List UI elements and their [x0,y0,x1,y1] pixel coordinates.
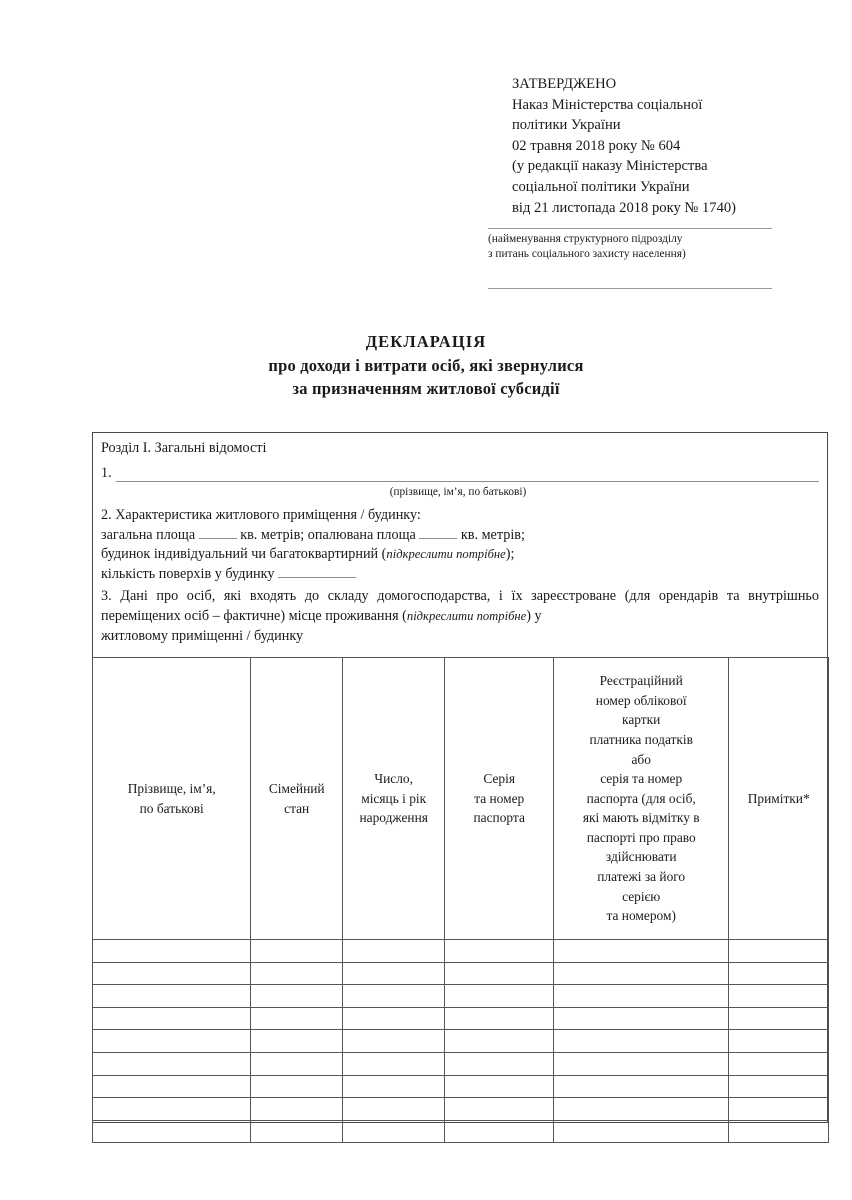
page-title-line-3: за призначенням житлової субсидії [292,379,560,398]
table-row [93,1030,829,1053]
table-cell[interactable] [93,1007,251,1030]
table-cell[interactable] [93,962,251,985]
table-cell[interactable] [251,1120,343,1143]
table-cell[interactable] [554,962,729,985]
approval-caption-line-1: (найменування структурного підрозділу [488,233,683,245]
house-type-label-end: ); [505,546,515,563]
table-cell[interactable] [93,940,251,963]
table-cell[interactable] [554,1098,729,1121]
floors-count-label: кількість поверхів у будинку [101,565,275,582]
table-cell[interactable] [445,1075,554,1098]
item-2-housing-characteristics [101,506,819,584]
table-cell[interactable] [729,1007,829,1030]
table-cell[interactable] [93,1030,251,1053]
column-header-passport: Серія та номер паспорта [445,658,554,940]
section-one-body [93,433,827,646]
table-cell[interactable] [445,1007,554,1030]
table-cell[interactable] [93,1120,251,1143]
item-3-text-part-1: 3. Дані про осіб, які входять до складу домогосподарства, і їх зареєстроване (для орендарів та внутрішньо переміщених осіб – фактичне) місце проживання ( [101,588,819,625]
table-row [93,1098,829,1121]
item-2-area-line [101,526,819,546]
table-cell[interactable] [729,1075,829,1098]
section-one-box [92,432,828,1123]
table-cell[interactable] [251,1030,343,1053]
column-header-tax-number: Реєстраційний номер облікової картки платника податків або серія та номер паспорта (для осіб, які мають відмітку в паспорті про право здійснювати платежі за його серією та номером) [554,658,729,940]
table-cell[interactable] [554,985,729,1008]
page-title-line-2: про доходи і витрати осіб, які звернулися [268,355,584,375]
table-cell[interactable] [729,962,829,985]
table-cell[interactable] [343,940,445,963]
approval-caption-line-2: з питань соціального захисту населення) [488,248,686,261]
approval-line-5: (у редакції наказу Міністерства [512,158,708,175]
table-cell[interactable] [729,985,829,1008]
heated-area-unit: кв. метрів; [460,526,525,543]
table-cell[interactable] [251,1098,343,1121]
table-cell[interactable] [251,940,343,963]
field-full-name-number: 1. [101,465,112,481]
approval-line-6: соціальної політики України [512,178,690,195]
table-cell[interactable] [554,1120,729,1143]
table-row [93,940,829,963]
section-one-heading: Розділ I. Загальні відомості [101,440,267,456]
item-2-house-type-line [101,545,819,565]
total-area-label: загальна площа [101,526,196,543]
item-2-floors-line [101,565,819,585]
field-full-name-input[interactable] [116,467,819,482]
approval-caption [488,232,778,263]
column-header-full-name: Прізвище, ім’я, по батькові [93,658,251,940]
table-cell[interactable] [554,1052,729,1075]
field-full-name-caption: (прізвище, ім’я, по батькові) [389,486,527,498]
table-row [93,985,829,1008]
total-area-input[interactable] [199,538,237,539]
item-3-hint: підкреслити потрібне [406,609,527,624]
table-cell[interactable] [251,985,343,1008]
table-cell[interactable] [251,1052,343,1075]
heated-area-input[interactable] [419,538,457,539]
table-cell[interactable] [93,985,251,1008]
table-cell[interactable] [445,985,554,1008]
approval-line-3: політики України [512,117,621,134]
table-header-row [93,658,829,940]
approval-signature-rule-top [488,228,772,229]
column-header-marital-status: Сімейний стан [251,658,343,940]
table-cell[interactable] [343,985,445,1008]
floors-count-input[interactable] [278,577,356,578]
table-cell[interactable] [729,1120,829,1143]
table-cell[interactable] [343,1030,445,1053]
table-cell[interactable] [445,962,554,985]
table-cell[interactable] [251,962,343,985]
table-cell[interactable] [554,1007,729,1030]
table-cell[interactable] [251,1007,343,1030]
table-cell[interactable] [445,940,554,963]
page-title [0,330,852,401]
table-body [93,940,829,1143]
table-cell[interactable] [729,1030,829,1053]
table-cell[interactable] [729,940,829,963]
table-cell[interactable] [729,1052,829,1075]
table-cell[interactable] [343,1075,445,1098]
field-full-name-row [101,464,819,482]
approval-line-1: ЗАТВЕРДЖЕНО [512,76,617,92]
table-cell[interactable] [93,1098,251,1121]
approval-block [512,74,802,218]
table-row [93,1120,829,1143]
table-row [93,1075,829,1098]
table-cell[interactable] [343,1098,445,1121]
table-cell[interactable] [445,1030,554,1053]
table-row [93,962,829,985]
table-cell[interactable] [554,940,729,963]
approval-line-7: від 21 листопада 2018 року № 1740) [512,199,737,216]
table-cell[interactable] [93,1052,251,1075]
house-type-hint: підкреслити потрібне [386,547,506,562]
household-members-table [92,657,829,1143]
table-row [93,1052,829,1075]
approval-line-2: Наказ Міністерства соціальної [512,96,703,113]
item-3-last-line: житловому приміщенні / будинку [101,628,304,645]
table-cell[interactable] [343,1007,445,1030]
item-3-household-members [101,586,819,646]
item-3-text-part-2: ) у [526,608,542,625]
table-cell[interactable] [445,1098,554,1121]
heated-area-label: кв. метрів; опалювана площа [240,526,416,543]
column-header-notes: Примітки* [729,658,829,940]
table-cell[interactable] [445,1052,554,1075]
table-cell[interactable] [343,1052,445,1075]
column-header-birth-date: Число, місяць і рік народження [343,658,445,940]
approval-signature-rule-bottom [488,288,772,289]
table-cell[interactable] [554,1030,729,1053]
table-cell[interactable] [251,1075,343,1098]
approval-line-4: 02 травня 2018 року № 604 [512,137,681,154]
table-cell[interactable] [554,1075,729,1098]
table-cell[interactable] [445,1120,554,1143]
table-cell[interactable] [93,1075,251,1098]
house-type-label: будинок індивідуальний чи багатоквартирний ( [101,546,387,563]
table-row [93,1007,829,1030]
table-cell[interactable] [729,1098,829,1121]
table-header [93,658,829,940]
page-title-line-1: ДЕКЛАРАЦІЯ [365,332,487,351]
table-cell[interactable] [343,1120,445,1143]
table-cell[interactable] [343,962,445,985]
item-2-heading: 2. Характеристика житлового приміщення / будинку: [101,507,421,523]
